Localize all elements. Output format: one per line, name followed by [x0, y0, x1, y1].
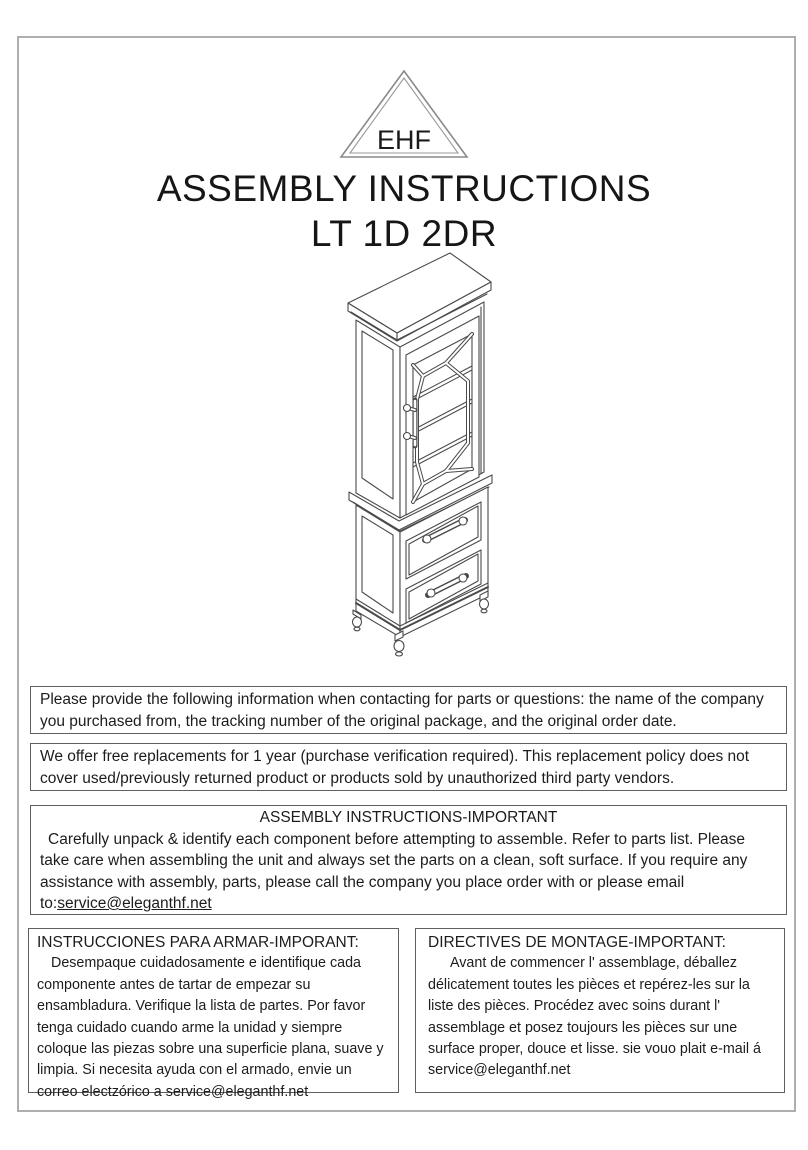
replacement-policy-text: We offer free replacements for 1 year (purchase verification required). This replacement policy does not cover used/previously returned product or products sold by unauthorized third party vendors.	[40, 748, 750, 787]
contact-info-notice	[30, 686, 787, 734]
spanish-body: Desempaque cuidadosamente e identifique cada componente antes de tartar de empezar su ensambladura. Verifique la lista de partes. Por favor tenga cuidado cuando arme la unidad y siempre coloque las piezas sobre una superficie plana, suave y limpia. Si necesita ayuda con el armado, envie un correo electzórico a service@eleganthf.net	[37, 955, 384, 1100]
french-instructions-box	[415, 928, 785, 1093]
page-title	[0, 166, 808, 256]
logo-text: EHF	[377, 125, 431, 155]
french-body: Avant de commencer l' assemblage, déballez délicatement toutes les pièces et repérez-les sur la liste des pièces. Procédez avec soins durant l' assemblage et posez toujours les pièces sur une surface proper, douce et lisse. sie vouo plait e-mail á service@eleganthf.net	[428, 955, 761, 1079]
assembly-important-title: ASSEMBLY INSTRUCTIONS-IMPORTANT	[259, 809, 558, 826]
title-line-1: ASSEMBLY INSTRUCTIONS	[156, 168, 652, 209]
product-illustration	[320, 250, 520, 670]
spanish-instructions-box	[28, 928, 399, 1100]
support-email-link[interactable]: service@eleganthf.net	[57, 895, 212, 912]
assembly-important-body: Carefully unpack & identify each component before attempting to assemble. Refer to parts list. Please take care when assembling the unit and always set the parts on a clean, soft surface. If you require any assistance with assembly, parts, please call the company you place order with or please email to:service@eleganthf.net	[40, 830, 748, 912]
title-line-2: LT 1D 2DR	[310, 213, 498, 254]
replacement-policy-notice	[30, 743, 787, 791]
contact-info-text: Please provide the following information when contacting for parts or questions: the name of the company you purchased from, the tracking number of the original package, and the original order date.	[40, 691, 764, 730]
spanish-title: INSTRUCCIONES PARA ARMAR-IMPORANT:	[37, 934, 359, 951]
french-title: DIRECTIVES DE MONTAGE-IMPORTANT:	[428, 934, 726, 951]
ehf-logo-icon	[338, 68, 470, 160]
assembly-important-box	[30, 805, 787, 915]
